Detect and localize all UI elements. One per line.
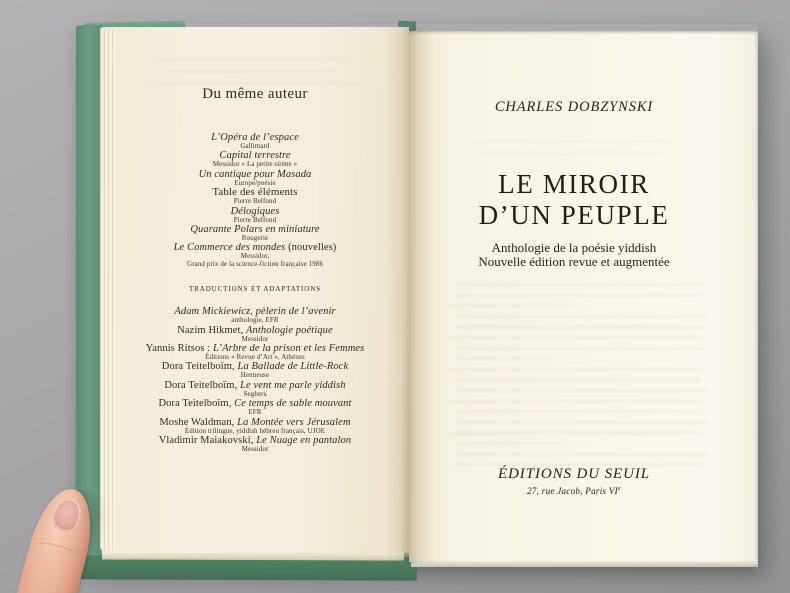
thumb-crease xyxy=(34,540,79,562)
work-row xyxy=(112,242,398,268)
imprint-line: Rougerie xyxy=(241,234,269,243)
thumb-nail xyxy=(50,495,85,534)
works-list xyxy=(112,132,398,268)
translation-author: Dora Teitelboïm, xyxy=(158,398,235,410)
translation-author: Nazim Hikmet, xyxy=(177,324,246,336)
imprint-line: Messidor xyxy=(241,445,269,454)
work-row xyxy=(112,150,398,168)
translations-section-heading: TRADUCTIONS ET ADAPTATIONS xyxy=(189,285,321,294)
translation-author: Vladimir Maiakovski, xyxy=(158,435,257,447)
translation-work-title: L’Arbre de la prison et les Femmes xyxy=(213,343,365,355)
translation-row xyxy=(112,435,398,453)
work-row xyxy=(112,187,398,205)
imprint-line: Éditions « Revue d’Art », Athènes xyxy=(205,353,305,362)
work-title: Un cantique pour Masada xyxy=(198,168,312,180)
right-page-block-edge xyxy=(411,562,758,567)
imprint-line: Grand prix de la science-fiction française 1986 xyxy=(186,259,324,268)
translation-work-title: La Montée vers Jérusalem xyxy=(237,416,351,428)
book-title-line-1: LE MIROIR xyxy=(498,169,650,199)
work-row xyxy=(112,224,398,242)
work-title: Capital terrestre xyxy=(219,150,291,162)
work-title: Quarante Polars en miniature xyxy=(190,224,320,236)
translation-row xyxy=(112,417,398,435)
imprint-line: Europe/poésie xyxy=(234,178,276,187)
left-page-text xyxy=(112,86,398,454)
work-title: Table des éléments xyxy=(212,186,298,199)
imprint-line: Henneuse xyxy=(240,371,270,380)
imprint-line: Pierre Belfond xyxy=(233,215,277,224)
publisher-name: ÉDITIONS DU SEUIL xyxy=(498,466,650,482)
book-subtitle-line-2: Nouvelle édition revue et augmentée xyxy=(478,253,670,269)
translation-row xyxy=(112,380,398,398)
translation-row xyxy=(112,343,398,361)
author-name: CHARLES DOBZYNSKI xyxy=(494,99,654,115)
work-row xyxy=(112,169,398,187)
same-author-heading: Du même auteur xyxy=(202,86,308,102)
imprint-line: EFR xyxy=(248,408,262,417)
translation-row xyxy=(112,398,398,416)
book-subtitle-line-1: Anthologie de la poésie yiddish xyxy=(491,240,657,255)
translation-author: Dora Teitelboïm, xyxy=(164,379,241,391)
work-row xyxy=(112,132,398,150)
translation-work-title: Le vent me parle yiddish xyxy=(240,379,346,391)
publisher-address xyxy=(430,486,718,496)
imprint-line: Messidor, xyxy=(240,252,270,261)
work-title: L’Opéra de l’espace xyxy=(211,132,299,143)
publisher-address-sup: e xyxy=(617,486,621,492)
translation-row xyxy=(112,325,398,343)
imprint-line: Seghers xyxy=(243,389,267,398)
translation-work-title: Anthologie poétique xyxy=(246,324,333,336)
work-title: Délogiques xyxy=(230,205,280,217)
book-title xyxy=(430,169,718,231)
translation-row xyxy=(112,306,398,324)
translation-work-title: Ce temps de sable mouvant xyxy=(234,398,352,410)
translation-work-title: La Ballade de Little-Rock xyxy=(237,361,349,373)
imprint-line: Édition trilingue, yiddish hébreu français, UJOE xyxy=(184,426,326,435)
work-title: Le Commerce des mondes (nouvelles) xyxy=(173,242,337,254)
translation-title xyxy=(112,325,398,336)
imprint-line: Messidor xyxy=(241,334,269,343)
translation-row xyxy=(112,361,398,379)
imprint-line: Gallimard xyxy=(240,142,270,150)
translation-author: Yannis Ritsos : xyxy=(145,343,213,355)
imprint-line: Pierre Belfond xyxy=(233,197,277,206)
book-title-line-2: D’UN PEUPLE xyxy=(478,200,670,230)
work-title-suffix: (nouvelles) xyxy=(285,242,337,254)
publisher-block xyxy=(430,466,718,496)
work-row xyxy=(112,206,398,224)
imprint-line: anthologie, EFR xyxy=(231,316,279,325)
publisher-address-main: 27, rue Jacob, Paris VI xyxy=(527,486,618,496)
imprint-line: Messidor « La petite sirène » xyxy=(212,160,298,169)
translation-author: Dora Teitelboïm, xyxy=(161,361,238,373)
translation-work-title: Le Nuage en pantalon xyxy=(256,435,352,447)
translations-list xyxy=(112,306,398,453)
translation-work-title: Adam Mickiewicz, pèlerin de l’avenir xyxy=(174,306,336,318)
translation-author: Moshe Waldman, xyxy=(159,416,238,428)
book-subtitle xyxy=(430,241,718,268)
